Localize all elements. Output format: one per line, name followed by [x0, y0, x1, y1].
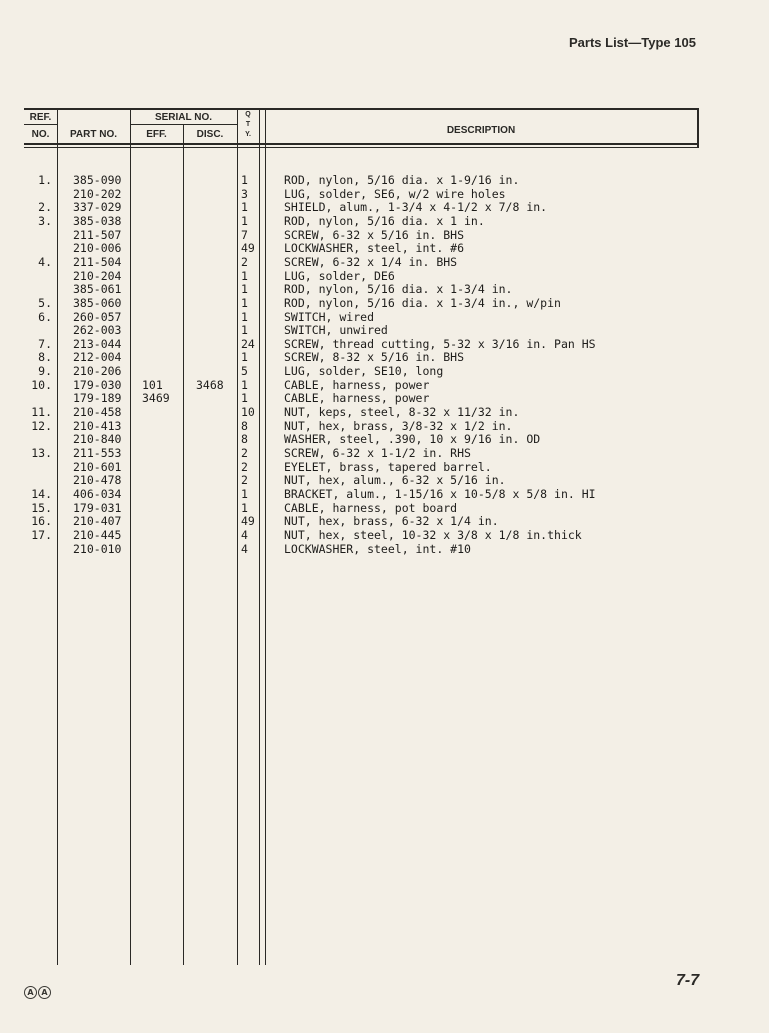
quantity-cell: 7 [241, 227, 248, 242]
table-row [0, 229, 769, 243]
description-cell: WASHER, steel, .390, 10 x 9/16 in. OD [284, 432, 541, 447]
part-number-cell: 213-044 [73, 336, 122, 351]
part-number-cell: 210-601 [73, 459, 122, 474]
ref-cell: 12. [31, 418, 52, 433]
table-row [0, 311, 769, 325]
table-row [0, 351, 769, 365]
table-row [0, 188, 769, 202]
part-number-cell: 210-202 [73, 186, 122, 201]
part-number-cell: 210-840 [73, 432, 122, 447]
description-cell: CABLE, harness, power [284, 377, 430, 392]
ref-cell: 9. [38, 364, 52, 379]
quantity-cell: 2 [241, 459, 248, 474]
table-row [0, 215, 769, 229]
quantity-cell: 10 [241, 405, 255, 420]
description-cell: SCREW, thread cutting, 5-32 x 3/16 in. Pan HS [284, 336, 596, 351]
table-right-border [697, 108, 699, 148]
description-cell: SHIELD, alum., 1-3/4 x 4-1/2 x 7/8 in. [284, 200, 548, 215]
part-number-cell: 337-029 [73, 200, 122, 215]
quantity-cell: 1 [241, 323, 248, 338]
part-number-cell: 210-413 [73, 418, 122, 433]
table-row [0, 256, 769, 270]
table-row [0, 406, 769, 420]
table-row [0, 433, 769, 447]
description-cell: NUT, hex, alum., 6-32 x 5/16 in. [284, 473, 506, 488]
header-serial-no: SERIAL NO. [154, 112, 213, 123]
ref-cell: 8. [38, 350, 52, 365]
part-number-cell: 262-003 [73, 323, 122, 338]
header-disc: DISC. [196, 129, 224, 140]
description-cell: ROD, nylon, 5/16 dia. x 1-9/16 in. [284, 173, 520, 187]
description-cell: CABLE, harness, power [284, 391, 430, 406]
part-number-cell: 385-090 [73, 173, 122, 187]
table-row [0, 447, 769, 461]
table-row [0, 338, 769, 352]
table-row [0, 297, 769, 311]
part-number-cell: 212-004 [73, 350, 122, 365]
description-cell: CABLE, harness, pot board [284, 500, 458, 515]
quantity-cell: 49 [241, 514, 255, 529]
table-row [0, 543, 769, 557]
page-header: Parts List—Type 105 [569, 35, 696, 50]
quantity-cell: 1 [241, 295, 248, 310]
quantity-cell: 1 [241, 173, 248, 187]
header-bottom-border [24, 143, 698, 145]
part-number-cell: 211-553 [73, 446, 122, 460]
serial-disc-cell: 3468 [196, 377, 224, 392]
quantity-cell: 1 [241, 200, 248, 215]
ref-cell: 17. [31, 527, 52, 542]
description-cell: NUT, hex, brass, 3/8-32 x 1/2 in. [284, 418, 513, 433]
part-number-cell: 179-189 [73, 391, 122, 406]
description-cell: LOCKWASHER, steel, int. #6 [284, 241, 465, 256]
ref-cell: 3. [38, 213, 52, 228]
part-number-cell: 210-204 [73, 268, 122, 283]
part-number-cell: 211-507 [73, 227, 122, 242]
ref-cell: 2. [38, 200, 52, 215]
ref-cell: 14. [31, 486, 52, 501]
ref-cell: 5. [38, 295, 52, 310]
ref-cell: 1. [38, 173, 52, 187]
part-number-cell: 385-038 [73, 213, 122, 228]
ref-cell: 11. [31, 405, 52, 420]
table-top-border [24, 108, 698, 110]
quantity-cell: 1 [241, 486, 248, 501]
part-number-cell: 260-057 [73, 309, 122, 324]
part-number-cell: 210-206 [73, 364, 122, 379]
quantity-cell: 24 [241, 336, 255, 351]
header-part-no: PART NO. [69, 129, 118, 140]
emblem-letter: A [38, 986, 51, 999]
ref-cell: 7. [38, 336, 52, 351]
ref-cell: 10. [31, 377, 52, 392]
quantity-cell: 1 [241, 350, 248, 365]
description-cell: ROD, nylon, 5/16 dia. x 1-3/4 in. [284, 282, 513, 297]
table-row [0, 379, 769, 393]
header-qty-y: Y. [245, 131, 251, 138]
table-row [0, 488, 769, 502]
table-row [0, 502, 769, 516]
quantity-cell: 1 [241, 268, 248, 283]
ref-divider [24, 124, 57, 125]
table-row [0, 174, 769, 188]
quantity-cell: 4 [241, 527, 248, 542]
description-cell: ROD, nylon, 5/16 dia. x 1-3/4 in., w/pin [284, 295, 561, 310]
table-row [0, 515, 769, 529]
page-number: 7-7 [676, 972, 700, 989]
quantity-cell: 8 [241, 418, 248, 433]
quantity-cell: 1 [241, 391, 248, 406]
ref-cell: 4. [38, 254, 52, 269]
ref-cell: 6. [38, 309, 52, 324]
part-number-cell: 211-504 [73, 254, 122, 269]
header-ref: REF. [29, 112, 52, 123]
table-row [0, 365, 769, 379]
description-cell: SCREW, 8-32 x 5/16 in. BHS [284, 350, 465, 365]
part-number-cell: 210-458 [73, 405, 122, 420]
description-cell: NUT, keps, steel, 8-32 x 11/32 in. [284, 405, 520, 420]
description-cell: BRACKET, alum., 1-15/16 x 10-5/8 x 5/8 in. HI [284, 486, 596, 501]
part-number-cell: 385-060 [73, 295, 122, 310]
quantity-cell: 2 [241, 446, 248, 460]
emblem-letter: A [24, 986, 37, 999]
table-row [0, 420, 769, 434]
header-eff: EFF. [146, 129, 167, 140]
description-cell: LUG, solder, SE6, w/2 wire holes [284, 186, 506, 201]
part-number-cell: 210-407 [73, 514, 122, 529]
ref-cell: 13. [31, 446, 52, 460]
table-row [0, 283, 769, 297]
description-cell: LUG, solder, DE6 [284, 268, 395, 283]
part-number-cell: 210-010 [73, 541, 122, 556]
header-ref-no: NO. [31, 129, 50, 140]
ref-cell: 15. [31, 500, 52, 515]
quantity-cell: 2 [241, 473, 248, 488]
part-number-cell: 385-061 [73, 282, 122, 297]
description-cell: EYELET, brass, tapered barrel. [284, 459, 492, 474]
quantity-cell: 1 [241, 309, 248, 324]
quantity-cell: 1 [241, 213, 248, 228]
part-number-cell: 210-006 [73, 241, 122, 256]
table-row [0, 324, 769, 338]
table-row [0, 529, 769, 543]
description-cell: ROD, nylon, 5/16 dia. x 1 in. [284, 213, 485, 228]
quantity-cell: 4 [241, 541, 248, 556]
description-cell: LOCKWASHER, steel, int. #10 [284, 541, 471, 556]
description-cell: NUT, hex, steel, 10-32 x 3/8 x 1/8 in.thick [284, 527, 582, 542]
quantity-cell: 2 [241, 254, 248, 269]
quantity-cell: 5 [241, 364, 248, 379]
quantity-cell: 49 [241, 241, 255, 256]
ref-cell: 16. [31, 514, 52, 529]
table-row [0, 201, 769, 215]
serial-eff-cell: 3469 [142, 391, 170, 406]
quantity-cell: 3 [241, 186, 248, 201]
description-cell: SWITCH, unwired [284, 323, 388, 338]
table-row [0, 392, 769, 406]
table-row [0, 461, 769, 475]
part-number-cell: 406-034 [73, 486, 122, 501]
description-cell: LUG, solder, SE10, long [284, 364, 444, 379]
publisher-emblem [24, 986, 51, 999]
table-row [0, 242, 769, 256]
quantity-cell: 8 [241, 432, 248, 447]
quantity-cell: 1 [241, 377, 248, 392]
part-number-cell: 179-030 [73, 377, 122, 392]
header-qty-t: T [245, 121, 251, 128]
description-cell: SWITCH, wired [284, 309, 375, 324]
part-number-cell: 210-478 [73, 473, 122, 488]
header-qty-q: Q [245, 111, 251, 118]
quantity-cell: 1 [241, 500, 248, 515]
description-cell: SCREW, 6-32 x 1/4 in. BHS [284, 254, 458, 269]
part-number-cell: 179-031 [73, 500, 122, 515]
description-cell: SCREW, 6-32 x 1-1/2 in. RHS [284, 446, 471, 460]
description-cell: NUT, hex, brass, 6-32 x 1/4 in. [284, 514, 499, 529]
part-number-cell: 210-445 [73, 527, 122, 542]
table-row [0, 270, 769, 284]
table-row [0, 474, 769, 488]
header-description: DESCRIPTION [446, 125, 516, 136]
description-cell: SCREW, 6-32 x 5/16 in. BHS [284, 227, 465, 242]
quantity-cell: 1 [241, 282, 248, 297]
serial-eff-cell: 101 [142, 377, 163, 392]
header-body-divider [24, 147, 698, 148]
